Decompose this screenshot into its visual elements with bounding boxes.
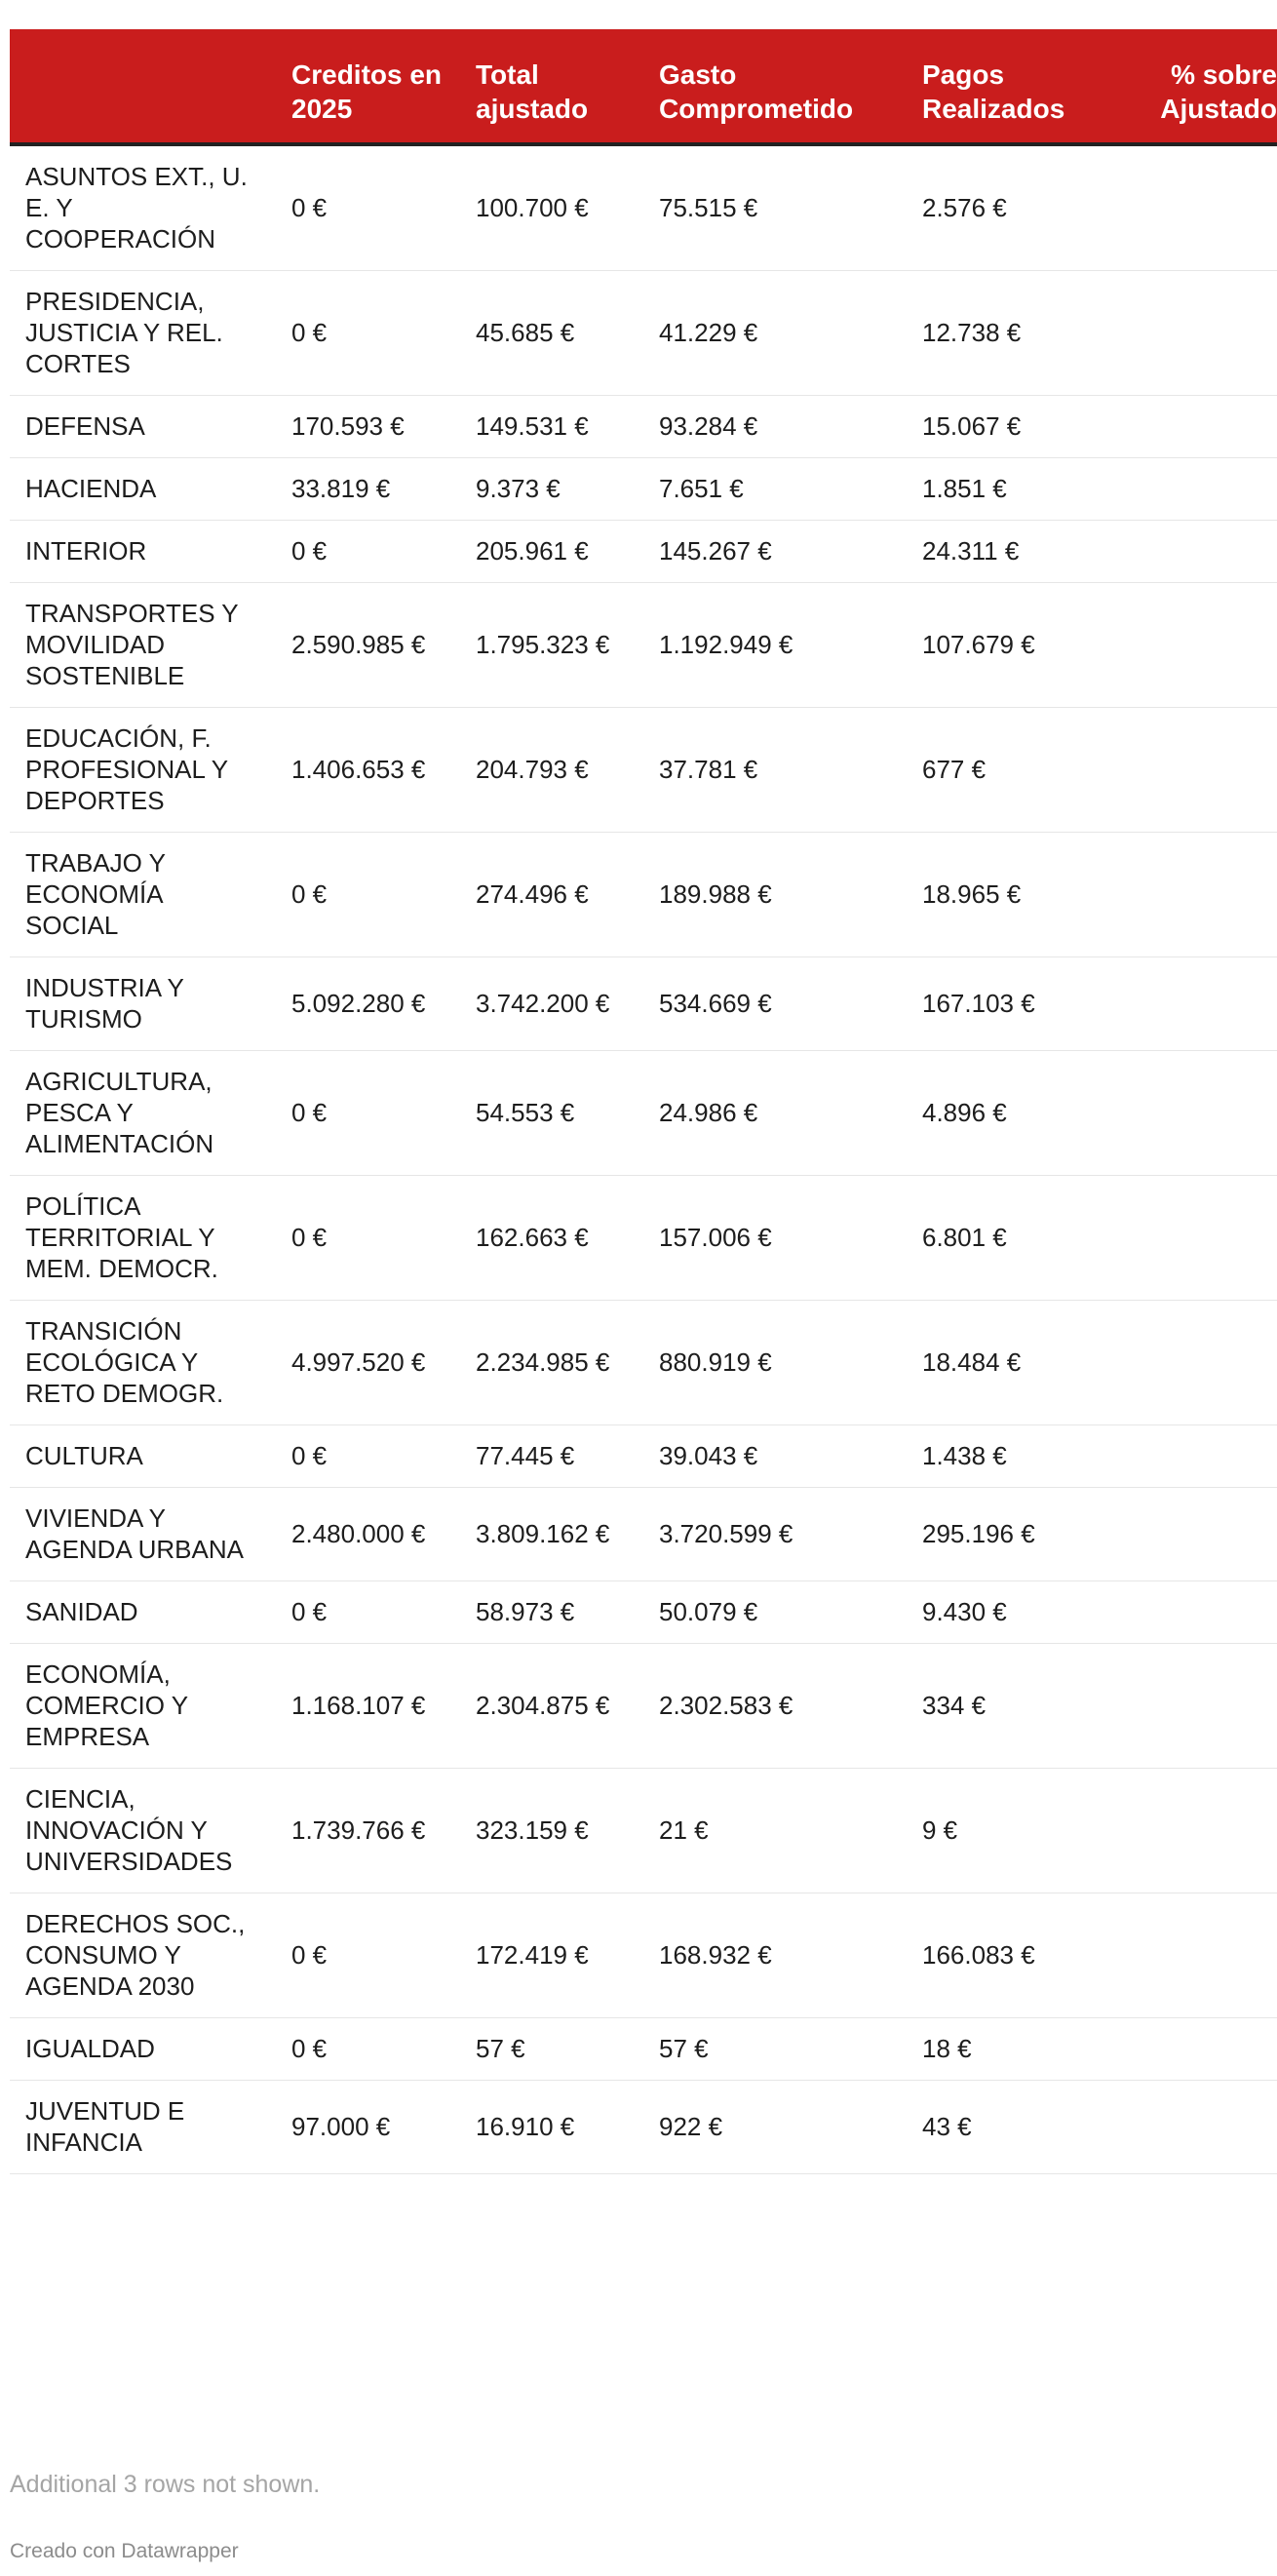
cell-total-ajustado: 204.793 € bbox=[460, 708, 643, 833]
cell-pagos-realizados: 6.801 € bbox=[907, 1176, 1118, 1301]
cell-ministry: CIENCIA, INNOVACIÓN Y UNIVERSIDADES bbox=[10, 1769, 276, 1893]
cell-ministry: IGUALDAD bbox=[10, 2018, 276, 2081]
cell-pct-ajustado bbox=[1118, 396, 1277, 458]
cell-pct-ajustado bbox=[1118, 708, 1277, 833]
cell-creditos-2025: 0 € bbox=[276, 2018, 460, 2081]
cell-creditos-2025: 0 € bbox=[276, 833, 460, 957]
cell-pagos-realizados: 24.311 € bbox=[907, 521, 1118, 583]
table-row bbox=[10, 521, 1277, 583]
table-row bbox=[10, 1581, 1277, 1644]
cell-pagos-realizados: 1.438 € bbox=[907, 1425, 1118, 1488]
cell-ministry: SANIDAD bbox=[10, 1581, 276, 1644]
cell-creditos-2025: 1.168.107 € bbox=[276, 1644, 460, 1769]
cell-pagos-realizados: 9 € bbox=[907, 1769, 1118, 1893]
cell-ministry: INDUSTRIA Y TURISMO bbox=[10, 957, 276, 1051]
cell-total-ajustado: 3.742.200 € bbox=[460, 957, 643, 1051]
budget-table bbox=[10, 29, 1277, 2174]
cell-creditos-2025: 0 € bbox=[276, 1425, 460, 1488]
cell-gasto-comprometido: 24.986 € bbox=[643, 1051, 907, 1176]
cell-total-ajustado: 16.910 € bbox=[460, 2081, 643, 2174]
cell-pagos-realizados: 18.965 € bbox=[907, 833, 1118, 957]
cell-total-ajustado: 2.304.875 € bbox=[460, 1644, 643, 1769]
cell-pct-ajustado bbox=[1118, 1893, 1277, 2018]
table-row bbox=[10, 1176, 1277, 1301]
cell-pct-ajustado bbox=[1118, 1176, 1277, 1301]
cell-creditos-2025: 0 € bbox=[276, 1051, 460, 1176]
cell-creditos-2025: 4.997.520 € bbox=[276, 1301, 460, 1425]
cell-pagos-realizados: 1.851 € bbox=[907, 458, 1118, 521]
header-pagos-realizados[interactable]: Pagos Realizados bbox=[907, 29, 1118, 144]
cell-pagos-realizados: 9.430 € bbox=[907, 1581, 1118, 1644]
cell-ministry: PRESIDENCIA, JUSTICIA Y REL. CORTES bbox=[10, 271, 276, 396]
cell-pct-ajustado bbox=[1118, 271, 1277, 396]
cell-pct-ajustado bbox=[1118, 957, 1277, 1051]
cell-pagos-realizados: 15.067 € bbox=[907, 396, 1118, 458]
cell-pagos-realizados: 107.679 € bbox=[907, 583, 1118, 708]
table-row bbox=[10, 2081, 1277, 2174]
cell-pagos-realizados: 18 € bbox=[907, 2018, 1118, 2081]
cell-gasto-comprometido: 75.515 € bbox=[643, 144, 907, 271]
cell-total-ajustado: 149.531 € bbox=[460, 396, 643, 458]
cell-pagos-realizados: 677 € bbox=[907, 708, 1118, 833]
table-row bbox=[10, 458, 1277, 521]
cell-ministry: TRANSPORTES Y MOVILIDAD SOSTENIBLE bbox=[10, 583, 276, 708]
cell-total-ajustado: 1.795.323 € bbox=[460, 583, 643, 708]
cell-pagos-realizados: 295.196 € bbox=[907, 1488, 1118, 1581]
header-row bbox=[10, 29, 1277, 144]
cell-ministry: TRANSICIÓN ECOLÓGICA Y RETO DEMOGR. bbox=[10, 1301, 276, 1425]
header-creditos-2025[interactable]: Creditos en 2025 bbox=[276, 29, 460, 144]
cell-gasto-comprometido: 39.043 € bbox=[643, 1425, 907, 1488]
cell-pct-ajustado bbox=[1118, 1425, 1277, 1488]
cell-gasto-comprometido: 37.781 € bbox=[643, 708, 907, 833]
header-gasto-comprometido[interactable]: Gasto Comprometido bbox=[643, 29, 907, 144]
cell-pagos-realizados: 12.738 € bbox=[907, 271, 1118, 396]
cell-pct-ajustado bbox=[1118, 583, 1277, 708]
cell-creditos-2025: 5.092.280 € bbox=[276, 957, 460, 1051]
cell-gasto-comprometido: 2.302.583 € bbox=[643, 1644, 907, 1769]
table-row bbox=[10, 1425, 1277, 1488]
cell-pct-ajustado bbox=[1118, 2018, 1277, 2081]
cell-ministry: EDUCACIÓN, F. PROFESIONAL Y DEPORTES bbox=[10, 708, 276, 833]
cell-pct-ajustado bbox=[1118, 1051, 1277, 1176]
cell-total-ajustado: 274.496 € bbox=[460, 833, 643, 957]
table-row bbox=[10, 833, 1277, 957]
table-row bbox=[10, 1051, 1277, 1176]
cell-total-ajustado: 58.973 € bbox=[460, 1581, 643, 1644]
table-header bbox=[10, 29, 1277, 144]
cell-total-ajustado: 57 € bbox=[460, 2018, 643, 2081]
cell-creditos-2025: 0 € bbox=[276, 521, 460, 583]
table-body bbox=[10, 144, 1277, 2174]
cell-ministry: DERECHOS SOC., CONSUMO Y AGENDA 2030 bbox=[10, 1893, 276, 2018]
cell-pct-ajustado bbox=[1118, 1301, 1277, 1425]
cell-gasto-comprometido: 145.267 € bbox=[643, 521, 907, 583]
cell-pct-ajustado bbox=[1118, 521, 1277, 583]
cell-gasto-comprometido: 922 € bbox=[643, 2081, 907, 2174]
cell-total-ajustado: 9.373 € bbox=[460, 458, 643, 521]
cell-gasto-comprometido: 168.932 € bbox=[643, 1893, 907, 2018]
cell-pagos-realizados: 167.103 € bbox=[907, 957, 1118, 1051]
cell-gasto-comprometido: 189.988 € bbox=[643, 833, 907, 957]
cell-pct-ajustado bbox=[1118, 1769, 1277, 1893]
cell-pct-ajustado bbox=[1118, 833, 1277, 957]
rows-hidden-note: Additional 3 rows not shown. bbox=[10, 2471, 321, 2498]
cell-pagos-realizados: 4.896 € bbox=[907, 1051, 1118, 1176]
cell-total-ajustado: 205.961 € bbox=[460, 521, 643, 583]
cell-total-ajustado: 323.159 € bbox=[460, 1769, 643, 1893]
header-pct-ajustado[interactable]: % sobre Ajustado bbox=[1118, 29, 1277, 144]
cell-creditos-2025: 97.000 € bbox=[276, 2081, 460, 2174]
cell-ministry: CULTURA bbox=[10, 1425, 276, 1488]
cell-creditos-2025: 0 € bbox=[276, 1176, 460, 1301]
cell-gasto-comprometido: 3.720.599 € bbox=[643, 1488, 907, 1581]
cell-pagos-realizados: 334 € bbox=[907, 1644, 1118, 1769]
cell-ministry: JUVENTUD E INFANCIA bbox=[10, 2081, 276, 2174]
cell-creditos-2025: 170.593 € bbox=[276, 396, 460, 458]
cell-ministry: INTERIOR bbox=[10, 521, 276, 583]
cell-gasto-comprometido: 50.079 € bbox=[643, 1581, 907, 1644]
cell-gasto-comprometido: 93.284 € bbox=[643, 396, 907, 458]
cell-ministry: ASUNTOS EXT., U. E. Y COOPERACIÓN bbox=[10, 144, 276, 271]
header-ministry[interactable] bbox=[10, 29, 276, 144]
cell-gasto-comprometido: 534.669 € bbox=[643, 957, 907, 1051]
cell-creditos-2025: 2.480.000 € bbox=[276, 1488, 460, 1581]
cell-total-ajustado: 162.663 € bbox=[460, 1176, 643, 1301]
cell-creditos-2025: 2.590.985 € bbox=[276, 583, 460, 708]
cell-pagos-realizados: 2.576 € bbox=[907, 144, 1118, 271]
cell-creditos-2025: 0 € bbox=[276, 1581, 460, 1644]
table-row bbox=[10, 708, 1277, 833]
table-row bbox=[10, 271, 1277, 396]
table-row bbox=[10, 2018, 1277, 2081]
table-row bbox=[10, 1769, 1277, 1893]
table-row bbox=[10, 1301, 1277, 1425]
cell-pct-ajustado bbox=[1118, 1644, 1277, 1769]
cell-gasto-comprometido: 41.229 € bbox=[643, 271, 907, 396]
cell-total-ajustado: 2.234.985 € bbox=[460, 1301, 643, 1425]
table-row bbox=[10, 1488, 1277, 1581]
cell-pct-ajustado bbox=[1118, 1488, 1277, 1581]
cell-ministry: POLÍTICA TERRITORIAL Y MEM. DEMOCR. bbox=[10, 1176, 276, 1301]
cell-pct-ajustado bbox=[1118, 1581, 1277, 1644]
table-row bbox=[10, 1893, 1277, 2018]
cell-total-ajustado: 77.445 € bbox=[460, 1425, 643, 1488]
cell-gasto-comprometido: 880.919 € bbox=[643, 1301, 907, 1425]
cell-creditos-2025: 0 € bbox=[276, 1893, 460, 2018]
cell-ministry: HACIENDA bbox=[10, 458, 276, 521]
table-row bbox=[10, 1644, 1277, 1769]
cell-pagos-realizados: 18.484 € bbox=[907, 1301, 1118, 1425]
cell-creditos-2025: 0 € bbox=[276, 144, 460, 271]
datawrapper-credit[interactable]: Creado con Datawrapper bbox=[10, 2540, 239, 2562]
cell-total-ajustado: 172.419 € bbox=[460, 1893, 643, 2018]
cell-ministry: TRABAJO Y ECONOMÍA SOCIAL bbox=[10, 833, 276, 957]
table-row bbox=[10, 957, 1277, 1051]
cell-gasto-comprometido: 57 € bbox=[643, 2018, 907, 2081]
cell-ministry: ECONOMÍA, COMERCIO Y EMPRESA bbox=[10, 1644, 276, 1769]
cell-pct-ajustado bbox=[1118, 458, 1277, 521]
cell-gasto-comprometido: 21 € bbox=[643, 1769, 907, 1893]
cell-gasto-comprometido: 157.006 € bbox=[643, 1176, 907, 1301]
cell-gasto-comprometido: 1.192.949 € bbox=[643, 583, 907, 708]
cell-total-ajustado: 54.553 € bbox=[460, 1051, 643, 1176]
table-row bbox=[10, 144, 1277, 271]
cell-total-ajustado: 3.809.162 € bbox=[460, 1488, 643, 1581]
cell-ministry: DEFENSA bbox=[10, 396, 276, 458]
cell-pagos-realizados: 43 € bbox=[907, 2081, 1118, 2174]
cell-ministry: AGRICULTURA, PESCA Y ALIMENTACIÓN bbox=[10, 1051, 276, 1176]
cell-creditos-2025: 0 € bbox=[276, 271, 460, 396]
cell-total-ajustado: 100.700 € bbox=[460, 144, 643, 271]
cell-ministry: VIVIENDA Y AGENDA URBANA bbox=[10, 1488, 276, 1581]
cell-gasto-comprometido: 7.651 € bbox=[643, 458, 907, 521]
cell-pct-ajustado bbox=[1118, 2081, 1277, 2174]
cell-pagos-realizados: 166.083 € bbox=[907, 1893, 1118, 2018]
table-row bbox=[10, 396, 1277, 458]
header-total-ajustado[interactable]: Total ajustado bbox=[460, 29, 643, 144]
data-table-container[interactable] bbox=[10, 29, 1277, 2174]
cell-creditos-2025: 1.406.653 € bbox=[276, 708, 460, 833]
table-row bbox=[10, 583, 1277, 708]
cell-total-ajustado: 45.685 € bbox=[460, 271, 643, 396]
cell-creditos-2025: 1.739.766 € bbox=[276, 1769, 460, 1893]
cell-creditos-2025: 33.819 € bbox=[276, 458, 460, 521]
cell-pct-ajustado bbox=[1118, 144, 1277, 271]
